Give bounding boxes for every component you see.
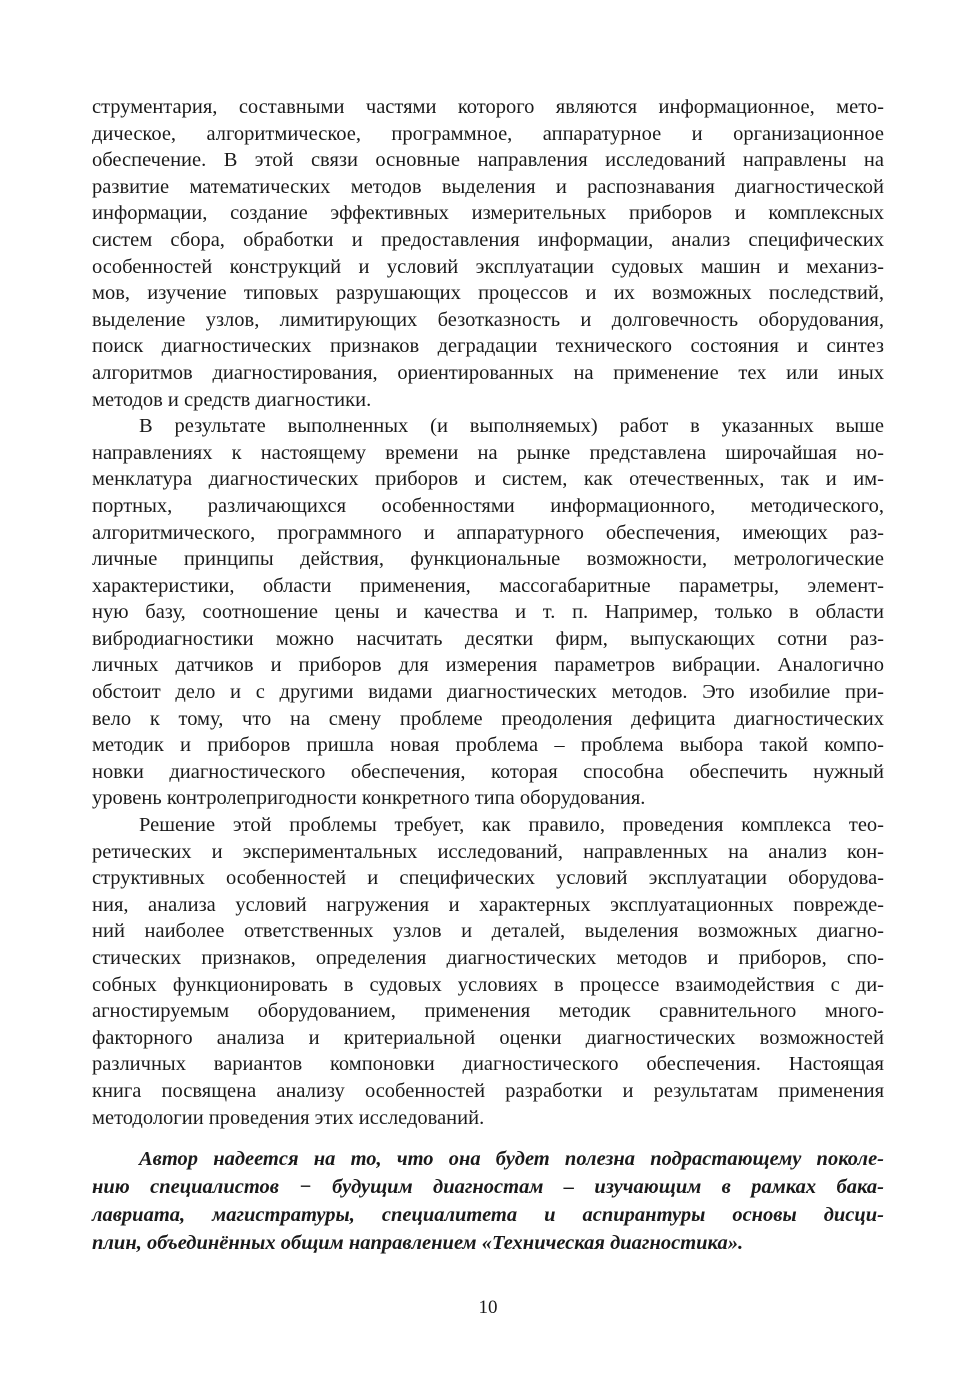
text-line: портных, различающихся особенностями информационного, методического, xyxy=(92,494,884,517)
text-line: методологии проведения этих исследований. xyxy=(92,1106,485,1129)
text-line: особенностей конструкций и условий эксплуатации судовых машин и механиз- xyxy=(92,255,884,278)
text-line: ретических и экспериментальных исследований, направленных на анализ кон- xyxy=(92,840,884,863)
paragraph-1 xyxy=(92,94,884,413)
text-line: вибродиагностики можно насчитать десятки фирм, выпускающих сотни раз- xyxy=(92,627,884,650)
text-line: собных функционировать в судовых условиях в процессе взаимодействия с ди- xyxy=(92,973,884,996)
text-line: факторного анализа и критериальной оценки диагностических возможностей xyxy=(92,1026,884,1049)
text-line: методик и приборов пришла новая проблема – проблема выбора такой компо- xyxy=(92,734,884,757)
text-line: обеспечение. В этой связи основные направления исследований направлены на xyxy=(92,149,884,172)
paragraph-2 xyxy=(92,413,884,812)
closing-paragraph xyxy=(92,1145,884,1257)
text-line: систем сбора, обработки и предоставления информации, анализ специфических xyxy=(92,228,884,251)
closing-line: плин, объединённых общим направлением «Техническая диагностика». xyxy=(92,1232,744,1255)
closing-line: нию специалистов − будущим диагностам – изучающим в рамках бака- xyxy=(92,1176,884,1199)
text-line: алгоритмов диагностирования, ориентированных на применение тех или иных xyxy=(92,361,884,384)
text-line: алгоритмического, программного и аппаратурного обеспечения, имеющих раз- xyxy=(92,521,884,544)
paragraph-3 xyxy=(92,812,884,1131)
text-line: мов, изучение типовых разрушающих процессов и их возможных последствий, xyxy=(92,282,884,305)
text-line: поиск диагностических признаков деградации технического состояния и синтез xyxy=(92,335,884,358)
text-line: менклатура диагностических приборов и систем, как отечественных, так и им- xyxy=(92,468,884,491)
text-line: различных вариантов компоновки диагностического обеспечения. Настоящая xyxy=(92,1053,884,1076)
text-line: агностируемым оборудованием, применения методик сравнительного много- xyxy=(92,1000,884,1023)
text-line: вело к тому, что на смену проблеме преодоления дефицита диагностических xyxy=(92,707,884,730)
page-number: 10 xyxy=(478,1297,498,1318)
closing-line: лавриата, магистратуры, специалитета и аспирантуры основы дисци- xyxy=(92,1204,884,1227)
text-line: ную базу, соотношение цены и качества и т. п. Например, только в области xyxy=(92,601,884,624)
text-line: методов и средств диагностики. xyxy=(92,388,372,411)
text-line: личных датчиков и приборов для измерения параметров вибрации. Аналогично xyxy=(92,654,884,677)
text-line: уровень контролепригодности конкретного типа оборудования. xyxy=(92,787,646,810)
text-line: направлениях к настоящему времени на рынке представлена широчайшая но- xyxy=(92,441,884,464)
text-line: выделение узлов, лимитирующих безотказность и долговечность оборудования, xyxy=(92,308,884,331)
text-line: характеристики, области применения, массогабаритные параметры, элемент- xyxy=(92,574,884,597)
text-line: струментария, составными частями которого являются информационное, мето- xyxy=(92,96,884,118)
text-line: В результате выполненных (и выполняемых) работ в указанных выше xyxy=(139,415,884,438)
text-line: личные принципы действия, функциональные возможности, метрологические xyxy=(92,548,884,571)
closing-line: Автор надеется на то, что она будет полезна подрастающему поколе- xyxy=(139,1148,884,1171)
text-line: стических признаков, определения диагностических методов и приборов, спо- xyxy=(92,947,884,969)
text-line: обстоит дело и с другими видами диагностических методов. Это изобилие при- xyxy=(92,681,884,704)
text-line: ния, анализа условий нагружения и характерных эксплуатационных поврежде- xyxy=(92,893,884,916)
text-line: дическое, алгоритмическое, программное, аппаратурное и организационное xyxy=(92,122,884,145)
text-line: развитие математических методов выделения и распознавания диагностической xyxy=(92,175,884,198)
text-line: Решение этой проблемы требует, как правило, проведения комплекса тео- xyxy=(139,814,884,837)
text-line: ний наиболее ответственных узлов и деталей, выделения возможных диагно- xyxy=(92,920,884,943)
text-line: книга посвящена анализу особенностей разработки и результатам применения xyxy=(92,1079,884,1102)
text-line: новки диагностического обеспечения, которая способна обеспечить нужный xyxy=(92,760,884,783)
text-line: информации, создание эффективных измерительных приборов и комплексных xyxy=(92,202,884,225)
text-line: структивных особенностей и специфических условий эксплуатации оборудова- xyxy=(92,867,884,890)
page-body xyxy=(92,94,884,1257)
